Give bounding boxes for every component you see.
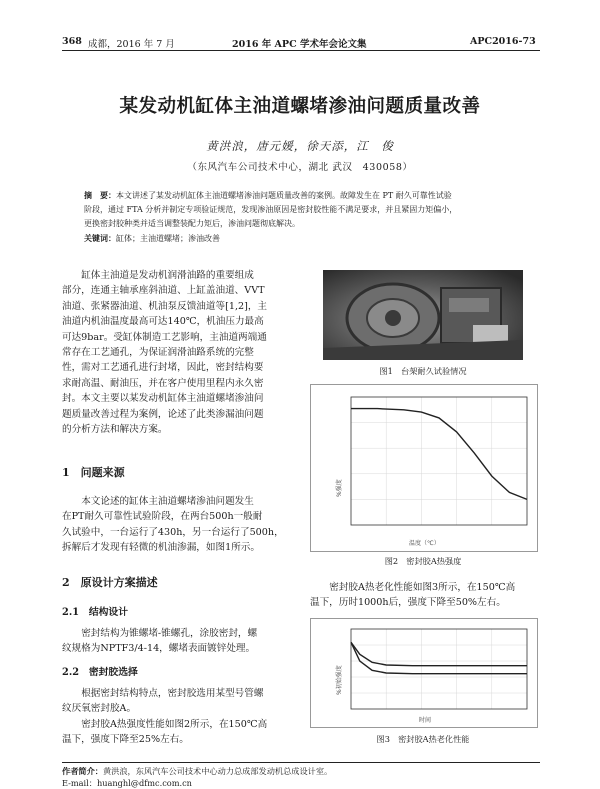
header-code: APC2016-73 <box>470 36 536 47</box>
figure-2-caption: 图2 密封胶A热强度 <box>384 556 462 566</box>
section-2-2-paragraph: 根据密封结构特点，密封胶选用某型号管螺 纹厌氧密封胶A。 密封胶A热强度性能如图2所示，在150℃高 温下，强度下降至25%左右。 <box>62 688 268 746</box>
chart-3-xlabel: 时间 <box>419 717 432 724</box>
author-note-label: 作者简介： <box>62 766 103 776</box>
section-2-1-heading: 2.1 结构设计 <box>62 607 129 618</box>
chart-3-svg <box>311 619 537 727</box>
figure-2-chart <box>310 384 538 552</box>
abstract <box>84 188 514 246</box>
page-number: 368 <box>62 36 82 47</box>
keywords <box>84 231 514 246</box>
abstract-line: 更换密封胶种类并适当调整装配力矩后，渗油问题彻底解决。 <box>84 219 300 228</box>
chart-2-series-line-1 <box>351 409 527 500</box>
engine-test-photo <box>323 270 523 360</box>
section-2-2-heading: 2.2 密封胶选择 <box>62 667 138 678</box>
keywords-text: 缸体；主油道螺堵；渗油改善 <box>116 234 220 243</box>
author-note-text: 黄洪浪，东风汽车公司技术中心动力总成部发动机总成设计室。 <box>102 766 333 776</box>
figure-3-caption: 图3 密封胶A热老化性能 <box>376 734 470 744</box>
keywords-label: 关键词： <box>84 233 116 243</box>
intro-paragraph: 缸体主油道是发动机润滑油路的重要组成 部分，连通主轴承座斜油道、上缸盖油道、VVT 油道、张紧器油道、机油泵反馈油道等[1,2]，主 油道内机油温度最高可达140℃，机油压力最高 可达9bar。受缸体制造工艺影响，主油道两端通 常存在工艺通孔，为保证润滑油路系统的完整 性，需对工艺通孔进行封堵，因此，密封结构要 求耐高温、耐油压，并在客户使用里程内永久密 封。本文主要以某发动机缸体主油道螺堵渗油问 题质量改善过程为案例，论述了此类渗漏油问题 的分析方法和解决方案。 <box>62 270 268 436</box>
header-rule <box>62 50 540 51</box>
section-2-1-paragraph: 密封结构为锥螺堵-锥螺孔，涂胶密封，螺 纹规格为NPTF3/4-14，螺堵表面镀锌处理。 <box>62 628 258 655</box>
abstract-line: 摘 要：本文讲述了某发动机缸体主油道螺堵渗油问题质量改善的案例。故障发生在 PT 耐久可靠性试验 <box>84 190 452 200</box>
figure-1-caption: 图1 台架耐久试验情况 <box>379 366 467 376</box>
chart-2-plot-frame <box>351 397 527 525</box>
right-paragraph: 密封胶A热老化性能如图3所示，在150℃高 温下，历时1000h后，强度下降至50%左右。 <box>310 582 516 609</box>
footer-rule <box>62 762 540 763</box>
chart-3-series-line-2 <box>351 642 527 673</box>
figure-3-chart <box>310 618 538 728</box>
header-proceedings: 2016 年 APC 学术年会论文集 <box>232 39 367 50</box>
chart-3-ylabel: %初始强度 <box>336 665 343 695</box>
affiliation: （东风汽车公司技术中心，湖北 武汉 430058） <box>187 162 413 173</box>
section-1-paragraph: 本文论述的缸体主油道螺堵渗油问题发生 在PT耐久可靠性试验阶段，在两台500h一般耐 久试验中，一台运行了430h，另一台运行了500h， 拆解后才发现有轻微的机油渗漏，如图1所示。 <box>62 496 284 554</box>
chart-2-svg <box>311 385 537 551</box>
authors: 黄洪浪，唐元媛，徐天添，江 俊 <box>206 139 394 153</box>
section-2-heading: 2 原设计方案描述 <box>62 576 158 589</box>
paper-title: 某发动机缸体主油道螺堵渗油问题质量改善 <box>119 96 481 117</box>
author-email: E-mail：huanghl@dfmc.com.cn <box>62 778 192 788</box>
chart-2-xlabel: 温度（℃） <box>409 540 440 547</box>
abstract-line: 阶段，通过 FTA 分析并制定专项验证规范，发现渗油原因是密封胶性能不满足要求，并且紧固力矩偏小， <box>84 205 458 214</box>
figure-1-photo <box>323 270 523 360</box>
abstract-label: 摘 要： <box>84 190 116 200</box>
chart-3-plot-frame <box>351 629 527 709</box>
section-1-heading: 1 问题来源 <box>62 466 125 479</box>
chart-3-series-line-1 <box>351 642 527 665</box>
header-place-date: 成都，2016 年 7 月 <box>88 39 175 50</box>
author-note <box>62 766 540 777</box>
chart-2-ylabel: %强度 <box>336 479 343 497</box>
